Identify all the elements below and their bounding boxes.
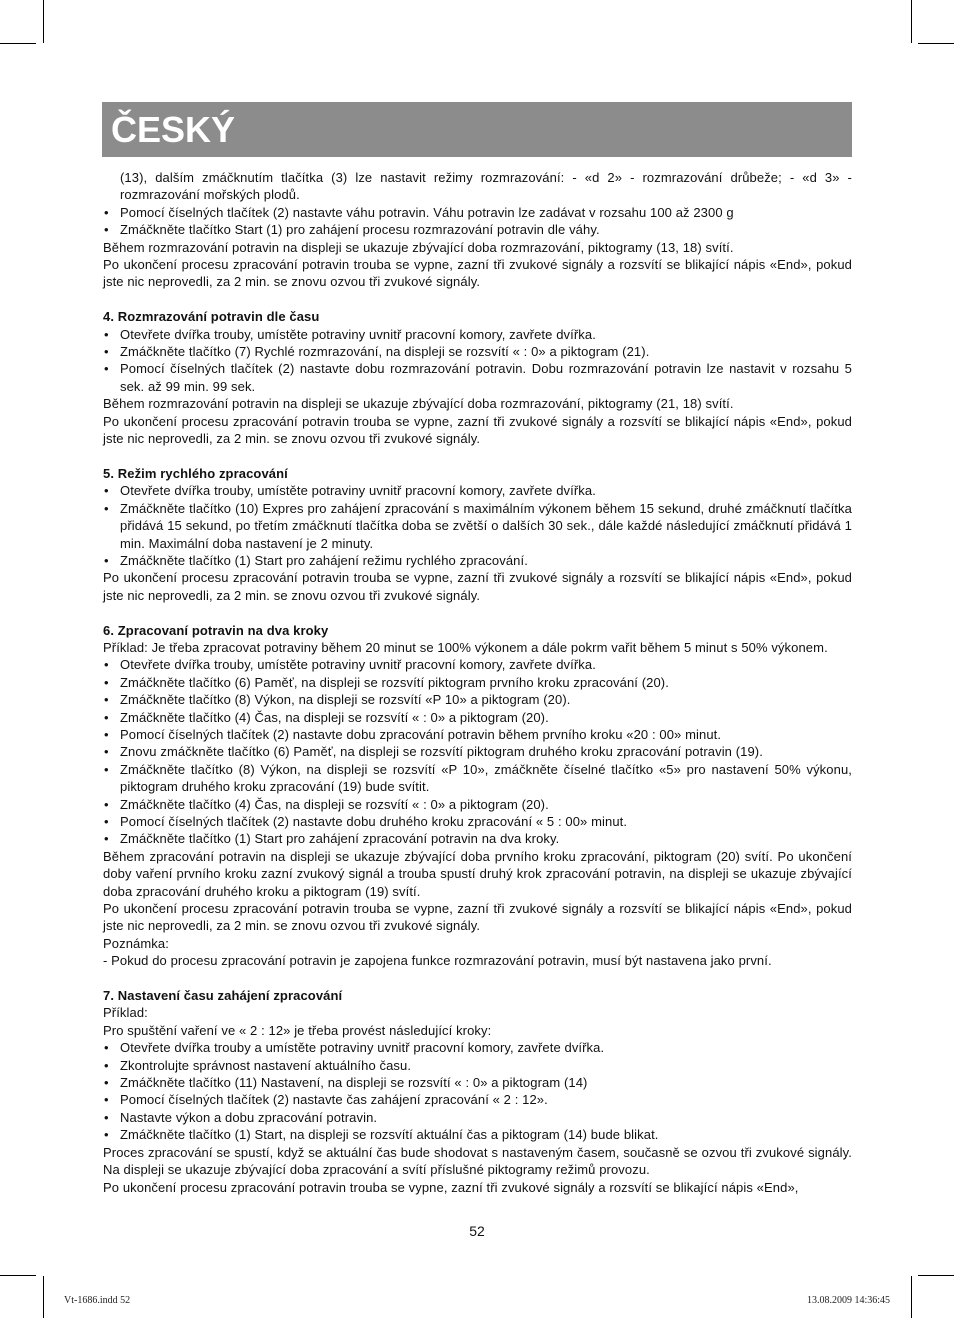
bullet-icon: • xyxy=(104,344,109,360)
bullet-item xyxy=(103,552,852,569)
section-heading: 4. Rozmrazování potravin dle času xyxy=(103,309,320,325)
bullet-item xyxy=(103,500,852,552)
section-heading: 6. Zpracovaní potravin na dva kroky xyxy=(103,622,329,638)
bullet-icon: • xyxy=(104,692,109,708)
bullet-icon: • xyxy=(104,483,109,499)
crop-mark xyxy=(911,1276,912,1318)
crop-mark xyxy=(43,1276,44,1318)
bullet-text: Pomocí číselných tlačítek (2) nastavte dobu zpracování potravin během prvního kroku «20 : 00» minut. xyxy=(120,726,722,742)
bullet-text: Zmáčkněte tlačítko (11) Nastavení, na displeji se rozsvítí « : 0» a piktogram (14) xyxy=(120,1075,588,1091)
continued-paragraph: (13), dalším zmáčknutím tlačítka (3) lze nastavit režimy rozmrazování: - «d 2» - rozmrazování drůbeže; - «d 3» - rozmrazování mořských plodů. xyxy=(120,170,852,203)
bullet-item xyxy=(103,656,852,673)
bullet-item xyxy=(103,709,852,726)
bullet-text: Zmáčkněte tlačítko (7) Rychlé rozmrazování, na displeji se rozsvítí « : 0» a piktogram (21). xyxy=(120,344,650,360)
bullet-text: Nastavte výkon a dobu zpracování potravin. xyxy=(120,1109,378,1125)
bullet-text: Zmáčkněte tlačítko (10) Expres pro zahájení zpracování s maximálním výkonem během 15 sekund, druhé zmáčknutí tlačítka přidává 15 sekund, po třetím zmáčknutí tlačítka doba se zvětší o dalších 30 sek., dále každé následující zmáčknutí přidává 1 min. Maximální doba nastavení je 2 minuty. xyxy=(120,500,852,551)
crop-mark xyxy=(0,43,36,44)
manual-section xyxy=(103,465,852,604)
bullet-icon: • xyxy=(104,726,109,742)
bullet-text: Otevřete dvířka trouby, umístěte potraviny uvnitř pracovní komory, zavřete dvířka. xyxy=(120,483,596,499)
bullet-text: Otevřete dvířka trouby, umístěte potraviny uvnitř pracovní komory, zavřete dvířka. xyxy=(120,657,596,673)
footer-file-info: Vt-1686.indd 52 xyxy=(64,1295,131,1306)
crop-mark xyxy=(918,43,954,44)
bullet-item xyxy=(103,343,852,360)
bullet-text: Pomocí číselných tlačítek (2) nastavte dobu rozmrazování potravin. Dobu rozmrazování potravin lze nastavit v rozsahu 5 sek. až 99 min. 99 sek. xyxy=(120,361,852,394)
paragraph: Během rozmrazování potravin na displeji se ukazuje zbývající doba rozmrazování, piktogramy (21, 18) svítí. xyxy=(103,396,734,412)
crop-mark xyxy=(43,0,44,43)
bullet-icon: • xyxy=(104,744,109,760)
language-header-bar xyxy=(102,102,852,157)
page-number: 52 xyxy=(469,1223,485,1239)
crop-mark xyxy=(918,1275,954,1276)
section-heading: 5. Režim rychlého zpracování xyxy=(103,465,288,481)
paragraph: Po ukončení procesu zpracování potravin trouba se vypne, zazní tři zvukové signály a rozsvítí se blikající nápis «End», pokud jste nic neprovedli, za 2 min. se znovu ozvou tři zvukové signály. xyxy=(103,570,852,603)
bullet-text: Zmáčkněte tlačítko Start (1) pro zahájení procesu rozmrazování potravin dle váhy. xyxy=(120,222,600,238)
bullet-icon: • xyxy=(104,796,109,812)
paragraph: Po ukončení procesu zpracování potravin trouba se vypne, zazní tři zvukové signály a rozsvítí se blikající nápis «End», pokud jste nic neprovedli, za 2 min. se znovu ozvou tři zvukové signály. xyxy=(103,257,852,290)
paragraph: - Pokud do procesu zpracování potravin je zapojena funkce rozmrazování potravin, musí být nastavena jako první. xyxy=(103,953,772,969)
manual-section xyxy=(103,622,852,970)
bullet-text: Zmáčkněte tlačítko (4) Čas, na displeji se rozsvítí « : 0» a piktogram (20). xyxy=(120,796,549,812)
bullet-text: Zmáčkněte tlačítko (4) Čas, na displeji se rozsvítí « : 0» a piktogram (20). xyxy=(120,709,549,725)
bullet-item xyxy=(103,813,852,830)
paragraph: Pro spuštění vaření ve « 2 : 12» je třeba provést následující kroky: xyxy=(103,1022,492,1038)
bullet-icon: • xyxy=(104,709,109,725)
paragraph: Poznámka: xyxy=(103,935,169,951)
bullet-item xyxy=(103,360,852,395)
bullet-text: Pomocí číselných tlačítek (2) nastavte čas zahájení zpracování « 2 : 12». xyxy=(120,1092,548,1108)
bullet-icon: • xyxy=(104,674,109,690)
manual-section xyxy=(103,987,852,1196)
crop-mark xyxy=(0,1275,36,1276)
bullet-list xyxy=(103,204,852,239)
bullet-text: Otevřete dvířka trouby a umístěte potraviny uvnitř pracovní komory, zavřete dvířka. xyxy=(120,1040,605,1056)
bullet-item xyxy=(103,1091,852,1108)
paragraph: Po ukončení procesu zpracování potravin trouba se vypne, zazní tři zvukové signály a rozsvítí se blikající nápis «End», xyxy=(103,1179,799,1195)
section-gap xyxy=(103,447,852,464)
manual-section xyxy=(103,169,852,291)
bullet-item xyxy=(103,830,852,847)
bullet-text: Zkontrolujte správnost nastavení aktuálního času. xyxy=(120,1057,412,1073)
bullet-icon: • xyxy=(104,222,109,238)
paragraph: Příklad: Je třeba zpracovat potraviny během 20 minut se 100% výkonem a dále pokrm vařit během 5 minut s 50% výkonem. xyxy=(103,639,828,655)
bullet-item xyxy=(103,1057,852,1074)
bullet-text: Pomocí číselných tlačítek (2) nastavte váhu potravin. Váhu potravin lze zadávat v rozsahu 100 až 2300 g xyxy=(120,204,734,220)
bullet-text: Zmáčkněte tlačítko (1) Start pro zahájení zpracování potravin na dva kroky. xyxy=(120,831,560,847)
bullet-icon: • xyxy=(104,1057,109,1073)
bullet-item xyxy=(103,1039,852,1056)
bullet-item xyxy=(103,743,852,760)
bullet-item xyxy=(103,796,852,813)
bullet-item xyxy=(103,221,852,238)
bullet-text: Znovu zmáčkněte tlačítko (6) Paměť, na displeji se rozsvítí piktogram druhého kroku zpracování potravin (19). xyxy=(120,744,763,760)
bullet-text: Otevřete dvířka trouby, umístěte potraviny uvnitř pracovní komory, zavřete dvířka. xyxy=(120,326,596,342)
paragraph: Během zpracování potravin na displeji se ukazuje zbývající doba prvního kroku zpracování, piktogram (20) svítí. Po ukončení doby vaření prvního kroku zazní zvukový signál a trouba spustí druhý krok zpracování potravin, na displeji se ukazuje zbývající doba zpracování druhého kroku a piktogram (19) svítí. xyxy=(103,848,852,899)
bullet-icon: • xyxy=(104,1109,109,1125)
manual-section xyxy=(103,308,852,447)
paragraph: Po ukončení procesu zpracování potravin trouba se vypne, zazní tři zvukové signály a rozsvítí se blikající nápis «End», pokud jste nic neprovedli, za 2 min. se znovu ozvou tři zvukové signály. xyxy=(103,413,852,447)
bullet-item xyxy=(103,1109,852,1126)
bullet-icon: • xyxy=(104,831,109,847)
bullet-text: Zmáčkněte tlačítko (6) Paměť, na displeji se rozsvítí piktogram prvního kroku zpracování (20). xyxy=(120,674,669,690)
bullet-icon: • xyxy=(104,361,109,377)
footer-timestamp: 13.08.2009 14:36:45 xyxy=(806,1295,890,1306)
bullet-list xyxy=(103,1039,852,1143)
bullet-icon: • xyxy=(104,1075,109,1091)
bullet-icon: • xyxy=(104,657,109,673)
crop-mark xyxy=(911,0,912,43)
bullet-icon: • xyxy=(104,552,109,568)
bullet-item xyxy=(103,726,852,743)
bullet-icon: • xyxy=(104,326,109,342)
bullet-icon: • xyxy=(104,500,109,516)
bullet-icon: • xyxy=(104,204,109,220)
bullet-text: Zmáčkněte tlačítko (8) Výkon, na displeji se rozsvítí «P 10» a piktogram (20). xyxy=(120,692,571,708)
language-title: ČESKÝ xyxy=(111,109,236,150)
bullet-item xyxy=(103,326,852,343)
section-heading: 7. Nastavení času zahájení zpracování xyxy=(103,988,343,1004)
bullet-icon: • xyxy=(104,1040,109,1056)
bullet-list xyxy=(103,326,852,396)
section-gap xyxy=(103,604,852,621)
bullet-item xyxy=(103,1126,852,1143)
bullet-text: Zmáčkněte tlačítko (8) Výkon, na displeji se rozsvítí «P 10», zmáčkněte číselné tlačítko «5» pro nastavení 50% výkonu, piktogram druhého kroku zpracování (19) bude svítit. xyxy=(120,761,852,795)
manual-body xyxy=(103,169,852,1196)
bullet-text: Zmáčkněte tlačítko (1) Start, na displeji se rozsvítí aktuální čas a piktogram (14) bude blikat. xyxy=(120,1127,659,1143)
paragraph: Příklad: xyxy=(103,1005,148,1021)
bullet-item xyxy=(103,204,852,221)
bullet-text: Zmáčkněte tlačítko (1) Start pro zahájení režimu rychlého zpracování. xyxy=(120,552,528,568)
bullet-list xyxy=(103,656,852,847)
paragraph: Proces zpracování se spustí, když se aktuální čas bude shodovat s nastaveným časem, současně se ozvou tři zvukové signály. Na displeji se ukazuje zbývající doba zpracování a svítí příslušné piktogramy režimů provozu. xyxy=(103,1144,852,1178)
section-gap xyxy=(103,291,852,308)
bullet-item xyxy=(103,691,852,708)
section-gap xyxy=(103,970,852,987)
bullet-item xyxy=(103,1074,852,1091)
bullet-icon: • xyxy=(104,1092,109,1108)
paragraph: Během rozmrazování potravin na displeji se ukazuje zbývající doba rozmrazování, piktogramy (13, 18) svítí. xyxy=(103,239,734,255)
bullet-item xyxy=(103,674,852,691)
paragraph: Po ukončení procesu zpracování potravin trouba se vypne, zazní tři zvukové signály a rozsvítí se blikající nápis «End», pokud jste nic neprovedli, za 2 min. se znovu ozvou tři zvukové signály. xyxy=(103,901,852,934)
bullet-item xyxy=(103,761,852,796)
bullet-icon: • xyxy=(104,813,109,829)
bullet-item xyxy=(103,482,852,499)
bullet-icon: • xyxy=(104,1127,109,1143)
bullet-text: Pomocí číselných tlačítek (2) nastavte dobu druhého kroku zpracování « 5 : 00» minut. xyxy=(120,813,628,829)
bullet-icon: • xyxy=(104,761,109,777)
bullet-list xyxy=(103,482,852,569)
